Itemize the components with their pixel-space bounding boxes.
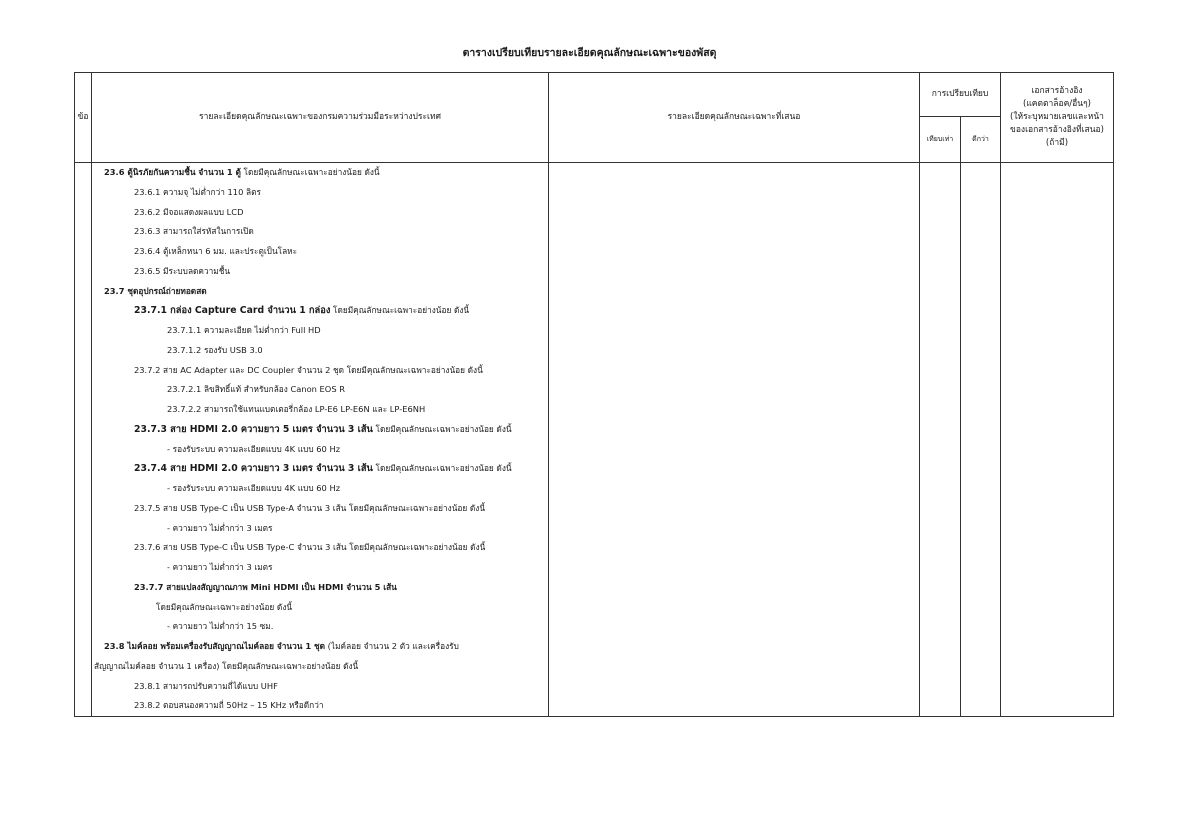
spec-line-text: โดยมีคุณลักษณะเฉพาะอย่างน้อย ดังนี้ (156, 601, 293, 612)
spec-line (92, 558, 548, 578)
spec-line (92, 696, 548, 716)
spec-line-text: โดยมีคุณลักษณะเฉพาะอย่างน้อย ดังนี้ (330, 305, 470, 316)
spec-line (92, 440, 548, 460)
spec-line-text: 23.7.1.1 ความละเอียด ไม่ต่ำกว่า Full HD (167, 325, 321, 335)
spec-line (92, 420, 548, 440)
document-title: ตารางเปรียบเทียบรายละเอียดคุณลักษณะเฉพาะของพัสดุ (462, 47, 717, 59)
spec-line (92, 380, 548, 400)
spec-line-text: โดยมีคุณลักษณะเฉพาะอย่างน้อย ดังนี้ (240, 167, 380, 177)
spec-line (92, 578, 548, 598)
spec-line (92, 479, 548, 499)
spec-line (92, 222, 548, 242)
spec-line-text: 23.6.1 ความจุ ไม่ต่ำกว่า 110 ลิตร (134, 186, 261, 197)
offered-cell (549, 163, 920, 717)
spec-line-text: 23.6.4 ตู้เหล็กหนา 6 มม. และประตูเป็นโลหะ (134, 246, 298, 256)
spec-line-text: โดยมีคุณลักษณะเฉพาะอย่างน้อย ดังนี้ (372, 423, 512, 434)
spec-line-text: 23.8.2 ตอบสนองความถี่ 50Hz – 15 KHz หรือดีกว่า (134, 700, 324, 711)
header-reference-line: (ถ้ามี) (1045, 138, 1069, 148)
comparison-table (74, 72, 1114, 717)
spec-line-heading: 23.6 ตู้นิรภัยกันความชื้น จำนวน 1 ตู้ (104, 167, 241, 177)
reference-cell (1001, 163, 1114, 717)
spec-line-text: 23.6.2 มีจอแสดงผลแบบ LCD (134, 206, 244, 217)
spec-lines (92, 163, 548, 716)
spec-line (92, 301, 548, 321)
spec-line-heading: 23.7 ชุดอุปกรณ์ถ่ายทอดสด (104, 285, 207, 296)
spec-line (92, 341, 548, 361)
spec-line-text: 23.7.5 สาย USB Type-C เป็น USB Type-A จำนวน 3 เส้น โดยมีคุณลักษณะเฉพาะอย่างน้อย ดังนี้ (134, 502, 485, 513)
spec-line-text: 23.7.2.1 ลิขสิทธิ์แท้ สำหรับกล้อง Canon EOS R (167, 384, 345, 395)
spec-line-text: - รองรับระบบ ความละเอียดแบบ 4K แบบ 60 Hz (167, 443, 341, 454)
header-spec: รายละเอียดคุณลักษณะเฉพาะของกรมความร่วมมือระหว่างประเทศ (92, 73, 549, 163)
header-offered: รายละเอียดคุณลักษณะเฉพาะที่เสนอ (549, 73, 920, 163)
spec-line (92, 203, 548, 223)
spec-line (92, 282, 548, 302)
spec-line-text: 23.6.3 สามารถใส่รหัสในการเปิด (134, 226, 254, 237)
header-no: ข้อ (75, 73, 92, 163)
better-cell (961, 163, 1001, 717)
spec-line-text: 23.8.1 สามารถปรับความถี่ได้แบบ UHF (134, 680, 278, 691)
header-reference (1001, 73, 1114, 163)
spec-line (92, 242, 548, 262)
no-column-cell (75, 163, 92, 717)
spec-line (92, 262, 548, 282)
spec-content-cell (92, 163, 549, 717)
spec-line (92, 321, 548, 341)
spec-line (92, 637, 548, 657)
spec-line-text: - รองรับระบบ ความละเอียดแบบ 4K แบบ 60 Hz (167, 483, 341, 493)
spec-line-text: 23.7.6 สาย USB Type-C เป็น USB Type-C จำนวน 3 เส้น โดยมีคุณลักษณะเฉพาะอย่างน้อย ดังนี้ (134, 542, 486, 553)
spec-line-text: 23.7.2 สาย AC Adapter และ DC Coupler จำนวน 2 ชุด โดยมีคุณลักษณะเฉพาะอย่างน้อย ดังนี้ (134, 364, 483, 375)
spec-line (92, 183, 548, 203)
spec-line (92, 163, 548, 183)
header-compare: การเปรียบเทียบ (920, 73, 1001, 117)
spec-line-text: 23.7.2.2 สามารถใช้แทนแบตเตอรี่กล้อง LP-E6 LP-E6N และ LP-E6NH (167, 404, 426, 414)
spec-line-text: - ความยาว ไม่ต่ำกว่า 15 ซม. (167, 621, 274, 632)
spec-line-text: 23.7.1.2 รองรับ USB 3.0 (167, 344, 263, 355)
header-reference-line: (แคตตาล็อค/อื่นๆ) (1023, 99, 1091, 109)
spec-line-heading: 23.8 ไมค์ลอย พร้อมเครื่องรับสัญญาณไมค์ลอย จำนวน 1 ชุด (104, 641, 326, 651)
spec-line (92, 617, 548, 637)
spec-line-heading: 23.7.1 กล่อง Capture Card จำนวน 1 กล่อง (134, 305, 331, 317)
spec-line-text: 23.6.5 มีระบบลดความชื้น (134, 265, 231, 276)
header-better: ดีกว่า (961, 117, 1001, 163)
spec-line-heading: 23.7.4 สาย HDMI 2.0 ความยาว 3 เมตร จำนวน 3 เส้น (134, 463, 373, 475)
spec-line-text: - ความยาว ไม่ต่ำกว่า 3 เมตร (167, 562, 273, 572)
spec-line (92, 538, 548, 558)
spec-line-heading: 23.7.3 สาย HDMI 2.0 ความยาว 5 เมตร จำนวน 3 เส้น (134, 423, 373, 435)
spec-line (92, 677, 548, 697)
spec-line (92, 361, 548, 381)
header-equal: เทียบเท่า (920, 117, 961, 163)
header-reference-line: (ให้ระบุหมายเลขและหน้า (1010, 112, 1104, 122)
header-reference-line: เอกสารอ้างอิง (1031, 86, 1083, 96)
spec-line (92, 499, 548, 519)
spec-line (92, 459, 548, 479)
spec-line (92, 400, 548, 420)
spec-line-heading: 23.7.7 สายแปลงสัญญาณภาพ Mini HDMI เป็น HDMI จำนวน 5 เส้น (134, 581, 397, 592)
equal-cell (920, 163, 961, 717)
spec-line (92, 519, 548, 539)
spec-line (92, 598, 548, 618)
header-reference-line: ของเอกสารอ้างอิงที่เสนอ) (1010, 125, 1104, 135)
spec-line-text: โดยมีคุณลักษณะเฉพาะอย่างน้อย ดังนี้ (372, 463, 512, 474)
spec-line-text: (ไมค์ลอย จำนวน 2 ตัว และเครื่องรับ (325, 641, 459, 651)
spec-line (92, 657, 548, 677)
spec-line-text: - ความยาว ไม่ต่ำกว่า 3 เมตร (167, 522, 273, 533)
spec-line-text: สัญญาณไมค์ลอย จำนวน 1 เครื่อง) โดยมีคุณลักษณะเฉพาะอย่างน้อย ดังนี้ (94, 660, 359, 671)
